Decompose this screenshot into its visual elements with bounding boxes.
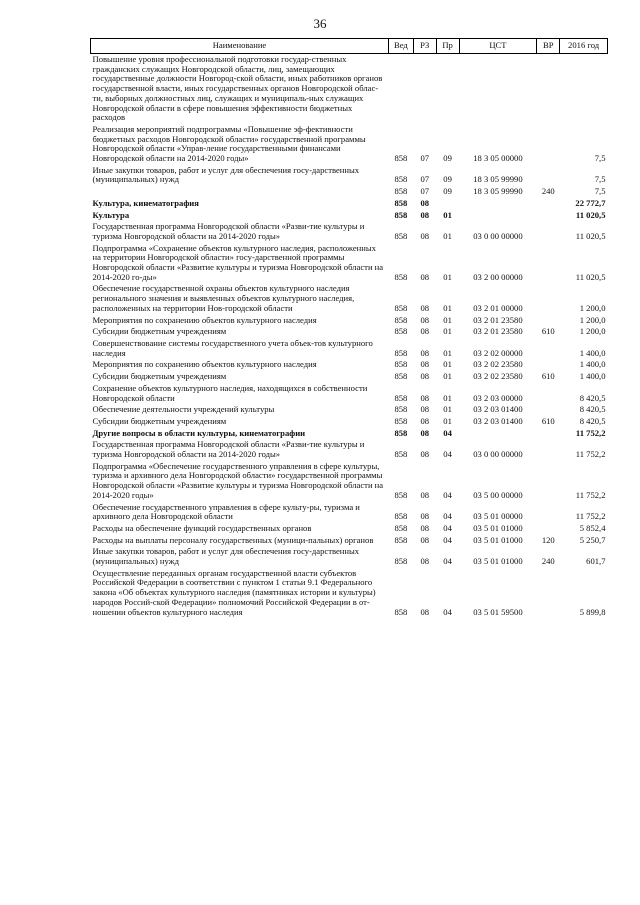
cell-amount: 22 772,7 (575, 197, 606, 208)
cell-ved: 858 (394, 197, 408, 208)
cell-rz: 08 (420, 449, 430, 460)
header-rz: РЗ (413, 39, 436, 54)
cell-pr: 04 (443, 606, 452, 617)
cell-cst: 03 2 01 00000 (473, 302, 523, 313)
cell-vr (537, 568, 560, 619)
cell-cst: 03 5 01 59500 (473, 606, 523, 617)
cell-ved: 858 (394, 606, 408, 617)
cell-rz: 08 (420, 511, 430, 522)
cell-rz: 08 (420, 359, 430, 370)
table-row (91, 210, 608, 222)
cell-vr: 240 (541, 556, 555, 567)
cell-pr: 01 (443, 371, 452, 382)
cell-vr (537, 461, 560, 502)
cell-rz: 08 (420, 489, 430, 500)
cell-rz: 08 (420, 392, 430, 403)
table-row (91, 315, 608, 327)
cell-rz: 07 (420, 153, 430, 164)
cell-vr (537, 383, 560, 404)
table-row (91, 404, 608, 416)
table-row (91, 371, 608, 383)
cell-name: Субсидии бюджетным учреждениям (92, 326, 227, 337)
cell-ved: 858 (394, 302, 408, 313)
cell-amount: 1 400,0 (579, 371, 606, 382)
cell-amount: 11 752,2 (575, 489, 606, 500)
cell-name: Культура, кинематография (92, 197, 199, 208)
cell-amount: 1 200,0 (579, 302, 606, 313)
cell-cst: 03 5 01 00000 (473, 511, 523, 522)
table-row (91, 198, 608, 210)
cell-vr: 610 (541, 326, 555, 337)
cell-amount: 7,5 (594, 153, 606, 164)
cell-name: Подпрограмма «Сохранение объектов культурного наследия, расположенных на территории Новгородской области» госу-дарственной программы Новгородской области «Развитие культуры и туризма Новгородской области на 2014-2020 го-ды» (92, 242, 384, 282)
header-pr: Пр (436, 39, 459, 54)
table-header-row (91, 39, 608, 54)
cell-pr: 01 (443, 359, 452, 370)
cell-vr (537, 221, 560, 242)
cell-name: Мероприятия по сохранению объектов культурного наследия (92, 314, 317, 325)
cell-pr: 01 (443, 404, 452, 415)
table-row (91, 461, 608, 502)
cell-pr: 01 (443, 415, 452, 426)
cell-cst: 03 2 03 01400 (473, 415, 523, 426)
cell-rz: 07 (420, 174, 430, 185)
table-row (91, 221, 608, 242)
cell-amount: 1 400,0 (579, 359, 606, 370)
cell-pr (436, 198, 459, 210)
cell-vr (537, 315, 560, 327)
cell-cst: 03 2 01 23580 (473, 314, 523, 325)
cell-vr (537, 210, 560, 222)
cell-ved: 858 (394, 449, 408, 460)
cell-rz: 07 (420, 186, 430, 197)
table-row (91, 54, 608, 124)
cell-amount: 5 852,4 (579, 522, 606, 533)
cell-cst: 03 5 00 00000 (473, 489, 523, 500)
cell-amount: 11 752,2 (575, 511, 606, 522)
cell-name: Культура (92, 209, 130, 220)
cell-ved: 858 (394, 347, 408, 358)
cell-ved: 858 (394, 556, 408, 567)
header-name: Наименование (91, 39, 389, 54)
cell-ved: 858 (394, 489, 408, 500)
cell-rz: 08 (420, 522, 430, 533)
cell-name: Обеспечение деятельности учреждений культуры (92, 404, 275, 415)
cell-vr (537, 359, 560, 371)
cell-ved (388, 54, 413, 124)
table-row (91, 546, 608, 567)
cell-cst: 03 0 00 00000 (473, 449, 523, 460)
cell-rz: 08 (420, 347, 430, 358)
cell-vr (537, 54, 560, 124)
cell-cst: 03 5 01 01000 (473, 534, 523, 545)
cell-cst: 03 2 02 00000 (473, 347, 523, 358)
cell-name: Государственная программа Новгородской области «Разви-тие культуры и туризма Новгородской области на 2014-2020 годы» (92, 221, 365, 241)
cell-ved: 858 (394, 209, 408, 220)
cell-name: Субсидии бюджетным учреждениям (92, 415, 227, 426)
cell-rz: 08 (420, 371, 430, 382)
cell-pr: 01 (443, 271, 452, 282)
cell-vr (537, 165, 560, 186)
cell-cst: 03 2 02 23580 (473, 371, 523, 382)
table-row (91, 124, 608, 165)
cell-name: Расходы на выплаты персоналу государственных (муници-пальных) органов (92, 534, 374, 545)
table-row (91, 186, 608, 198)
cell-name: Подпрограмма «Обеспечение государственного управления в сфере культуры, туризма и архивного дела Новгородской области» государственной программы Новгородской области «Развитие культуры и туризма Новгородской области на 2014-2020 годы» (92, 460, 384, 500)
cell-rz: 08 (420, 197, 430, 208)
header-cst: ЦСТ (459, 39, 537, 54)
cell-ved: 858 (394, 511, 408, 522)
table-row (91, 165, 608, 186)
cell-vr (537, 523, 560, 535)
cell-cst: 03 2 03 00000 (473, 392, 523, 403)
cell-name: Осуществление переданных органам государственной власти субъектов Российской Федерации в соответствии с пунктом 1 статьи 9.1 Федерального закона «Об объектах культурного наследия (памятниках истории и культуры) народов Россий-ской Федерации» полномочий Российской Федерации в от-ношении объектов культурного наследия (92, 567, 376, 617)
cell-rz: 08 (420, 415, 430, 426)
cell-name: Государственная программа Новгородской области «Разви-тие культуры и туризма Новгородской области на 2014-2020 годы» (92, 439, 365, 460)
cell-cst: 18 3 05 99990 (473, 186, 523, 197)
cell-name: Обеспечение государственной охраны объектов культурного наследия регионального значения и выявленных объектов культурного наследия, расположенных на территории Нов-городской области (92, 283, 355, 313)
cell-amount: 8 420,5 (579, 404, 606, 415)
cell-rz: 08 (420, 427, 430, 438)
cell-ved: 858 (394, 359, 408, 370)
cell-name: Совершенствование системы государственного учета объек-тов культурного наследия (92, 337, 373, 358)
cell-amount: 11 020,5 (575, 230, 606, 241)
cell-rz (413, 54, 436, 124)
cell-rz: 08 (420, 271, 430, 282)
cell-pr: 04 (443, 427, 452, 438)
cell-vr: 610 (541, 415, 555, 426)
header-year: 2016 год (560, 39, 608, 54)
cell-rz: 08 (420, 302, 430, 313)
cell-name: Иные закупки товаров, работ и услуг для обеспечения госу-дарственных (муниципальных) нужд (92, 546, 360, 567)
cell-amount (560, 54, 608, 124)
table-row (91, 568, 608, 619)
cell-pr (436, 54, 459, 124)
cell-name: Субсидии бюджетным учреждениям (92, 371, 227, 382)
cell-ved: 858 (394, 230, 408, 241)
cell-amount: 1 200,0 (579, 326, 606, 337)
cell-amount: 11 020,5 (575, 209, 606, 220)
cell-pr: 01 (443, 347, 452, 358)
cell-cst (459, 198, 537, 210)
cell-rz: 08 (420, 404, 430, 415)
cell-cst: 03 5 01 01000 (473, 556, 523, 567)
cell-rz: 08 (420, 314, 430, 325)
cell-ved: 858 (394, 415, 408, 426)
cell-amount: 1 400,0 (579, 347, 606, 358)
cell-ved: 858 (394, 392, 408, 403)
cell-ved: 858 (394, 427, 408, 438)
cell-pr: 01 (443, 230, 452, 241)
cell-pr: 01 (443, 314, 452, 325)
cell-amount: 5 899,8 (579, 606, 606, 617)
header-ved: Вед (388, 39, 413, 54)
cell-cst: 03 2 03 01400 (473, 404, 523, 415)
cell-cst: 03 0 00 00000 (473, 230, 523, 241)
cell-pr: 01 (443, 302, 452, 313)
cell-rz: 08 (420, 606, 430, 617)
cell-vr (537, 198, 560, 210)
cell-pr: 04 (443, 489, 452, 500)
table-row (91, 383, 608, 404)
cell-vr (537, 404, 560, 416)
cell-pr: 04 (443, 556, 452, 567)
cell-amount: 11 752,2 (575, 449, 606, 460)
cell-name (91, 186, 389, 198)
cell-name: Расходы на обеспечение функций государственных органов (92, 522, 312, 533)
cell-vr (537, 124, 560, 165)
cell-ved: 858 (394, 404, 408, 415)
cell-name: Обеспечение государственного управления в сфере культу-ры, туризма и архивного дела Новгородской области (92, 501, 360, 522)
cell-vr (537, 338, 560, 359)
table-row (91, 535, 608, 547)
cell-vr: 120 (541, 534, 555, 545)
cell-ved: 858 (394, 534, 408, 545)
cell-ved: 858 (394, 153, 408, 164)
cell-name: Сохранение объектов культурного наследия, находящихся в собственности Новгородской области (92, 382, 368, 403)
cell-pr: 01 (443, 209, 452, 220)
table-row (91, 439, 608, 460)
cell-amount: 1 200,0 (579, 314, 606, 325)
cell-rz: 08 (420, 326, 430, 337)
cell-ved: 858 (394, 314, 408, 325)
cell-name: Другие вопросы в области культуры, кинематографии (92, 427, 306, 438)
budget-table (90, 38, 608, 618)
cell-rz: 08 (420, 556, 430, 567)
cell-cst: 03 2 01 23580 (473, 326, 523, 337)
cell-vr (537, 439, 560, 460)
cell-pr: 09 (443, 174, 452, 185)
table-row (91, 283, 608, 314)
cell-vr (537, 428, 560, 440)
table-row (91, 523, 608, 535)
table-row (91, 326, 608, 338)
cell-name: Реализация мероприятий подпрограммы «Повышение эф-фективности бюджетных расходов Новгородской области» государственной программы Новгородской области «Управ-ление государственными финансами Новгородской области на 2014-2020 годы» (92, 123, 366, 164)
cell-vr (537, 283, 560, 314)
cell-name: Иные закупки товаров, работ и услуг для обеспечения госу-дарственных (муниципальных) нужд (92, 164, 360, 185)
cell-cst (459, 210, 537, 222)
table-row (91, 502, 608, 523)
table-row (91, 359, 608, 371)
cell-ved: 858 (394, 174, 408, 185)
page-number: 36 (313, 16, 327, 31)
cell-cst: 18 3 05 00000 (473, 153, 523, 164)
cell-pr: 04 (443, 534, 452, 545)
cell-pr: 01 (443, 326, 452, 337)
cell-cst: 18 3 05 99990 (473, 174, 523, 185)
table-row (91, 428, 608, 440)
cell-amount: 601,7 (586, 556, 606, 567)
cell-amount: 11 752,2 (575, 427, 606, 438)
cell-amount: 8 420,5 (579, 392, 606, 403)
cell-pr: 04 (443, 511, 452, 522)
cell-ved: 858 (394, 522, 408, 533)
cell-amount: 5 250,7 (579, 534, 606, 545)
cell-pr: 04 (443, 449, 452, 460)
cell-rz: 08 (420, 534, 430, 545)
cell-amount: 8 420,5 (579, 415, 606, 426)
table-row (91, 243, 608, 284)
cell-amount: 7,5 (594, 174, 606, 185)
cell-cst: 03 2 02 23580 (473, 359, 523, 370)
cell-name: Повышение уровня профессиональной подготовки государ-ственных гражданских служащих Новгородской области, лиц, замещающих государственные должности Новгород-ской области, иных работников органов государственной власти, иных государственных органов Новгородской облас-ти, выборных должностных лиц, служащих и муниципаль-ных служащих Новгородской области в сфере повышения эффективности бюджетных расходов (92, 54, 383, 123)
cell-cst (459, 54, 537, 124)
cell-pr: 04 (443, 522, 452, 533)
cell-ved: 858 (394, 271, 408, 282)
cell-cst: 03 5 01 01000 (473, 522, 523, 533)
cell-ved: 858 (394, 326, 408, 337)
cell-ved: 858 (394, 371, 408, 382)
cell-pr: 09 (443, 153, 452, 164)
cell-amount: 11 020,5 (575, 271, 606, 282)
cell-pr: 01 (443, 392, 452, 403)
cell-vr (537, 243, 560, 284)
cell-pr: 09 (443, 186, 452, 197)
header-vr: ВР (537, 39, 560, 54)
cell-cst: 03 2 00 00000 (473, 271, 523, 282)
cell-vr: 610 (541, 371, 555, 382)
table-row (91, 416, 608, 428)
cell-vr: 240 (541, 186, 555, 197)
cell-rz: 08 (420, 230, 430, 241)
cell-cst (459, 428, 537, 440)
cell-vr (537, 502, 560, 523)
cell-name: Мероприятия по сохранению объектов культурного наследия (92, 359, 317, 370)
cell-rz: 08 (420, 209, 430, 220)
table-row (91, 338, 608, 359)
cell-ved: 858 (394, 186, 408, 197)
cell-amount: 7,5 (594, 186, 606, 197)
